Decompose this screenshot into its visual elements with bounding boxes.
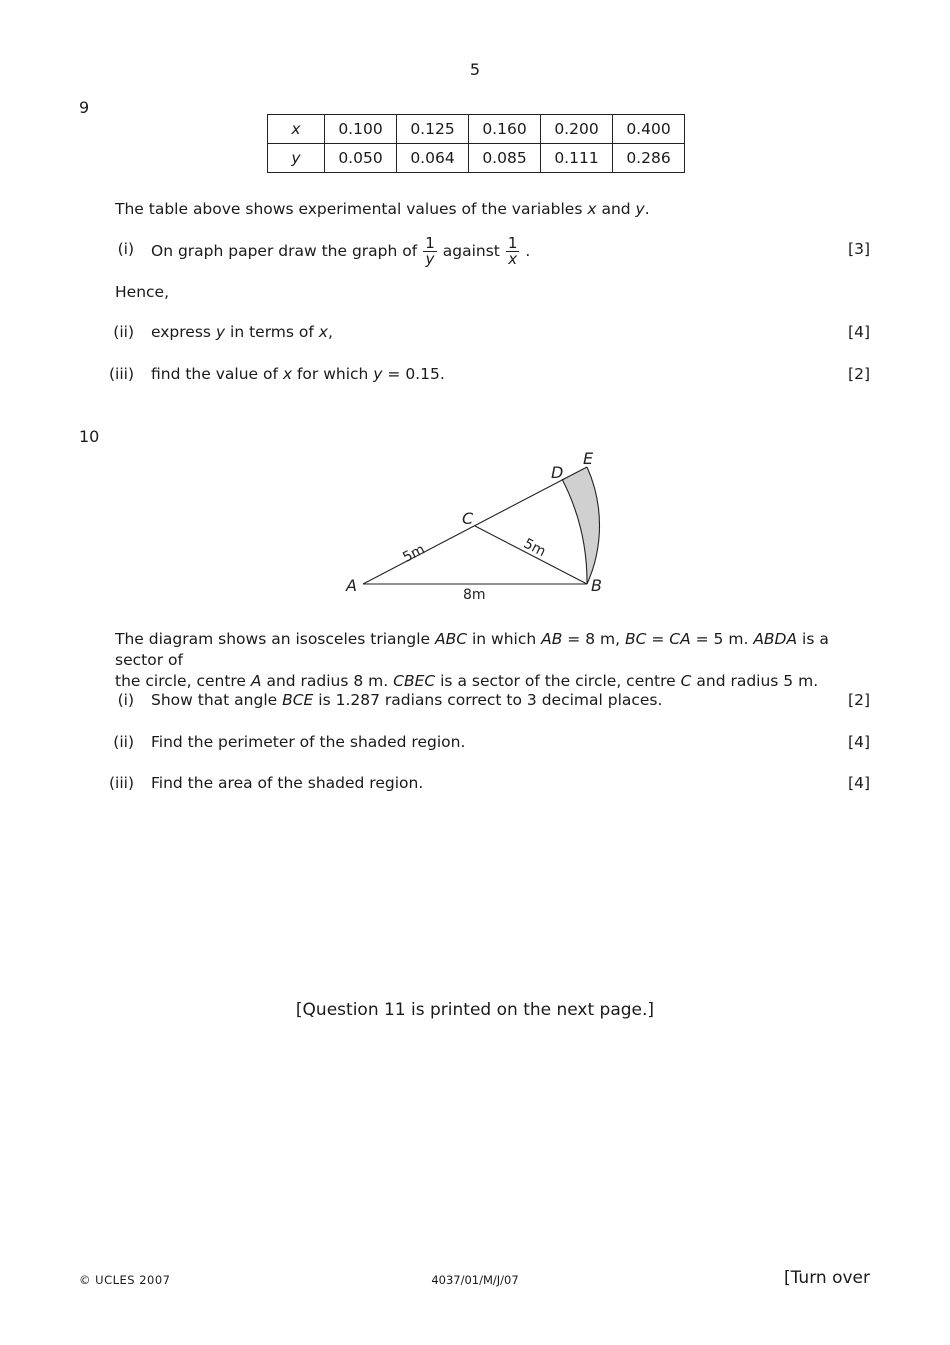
length-label-cb: 5m xyxy=(520,535,549,561)
text-run: , xyxy=(327,323,333,341)
text-run: = 0.15. xyxy=(382,365,445,383)
text-run: Show that angle xyxy=(151,691,283,709)
q10-part-ii-text: Find the perimeter of the shaded region. xyxy=(151,733,466,751)
table-row-label: y xyxy=(268,144,325,173)
variable: y xyxy=(373,365,383,383)
length-label-ab: 8m xyxy=(463,587,486,603)
variable: CBEC xyxy=(393,672,436,690)
q10-intro-line-2 xyxy=(115,671,875,692)
q9-part-i-label: (i) xyxy=(117,240,134,258)
fraction-denominator: x xyxy=(506,251,520,267)
variable: ABDA xyxy=(753,630,798,648)
table-cell: 0.085 xyxy=(469,144,541,173)
table-cell: 0.100 xyxy=(325,115,397,144)
sector-diagram xyxy=(0,0,950,620)
text-run: for which xyxy=(292,365,374,383)
footer-copyright: © UCLES 2007 xyxy=(79,1273,171,1287)
q10-part-iii-text: Find the area of the shaded region. xyxy=(151,774,424,792)
text-run: the circle, centre xyxy=(115,672,251,690)
text-run: and xyxy=(596,200,636,218)
text-run: = xyxy=(646,630,670,648)
text-run: in terms of xyxy=(225,323,319,341)
q10-part-ii-label: (ii) xyxy=(113,733,134,751)
question-10-number: 10 xyxy=(79,427,100,446)
table-cell: 0.064 xyxy=(397,144,469,173)
text-run: is a sector of xyxy=(115,630,829,669)
point-label-a: A xyxy=(346,576,357,595)
text-run: is a sector of the circle, centre xyxy=(435,672,681,690)
text-run: The table above shows experimental values of the variables xyxy=(115,200,588,218)
variable: AB xyxy=(541,630,563,648)
text-run: against xyxy=(442,242,500,260)
q9-part-ii-label: (ii) xyxy=(113,323,134,341)
variable: y xyxy=(635,200,645,218)
variable: y xyxy=(215,323,226,341)
length-label-ca: 5m xyxy=(400,541,428,566)
point-label-b: B xyxy=(591,576,602,595)
variable: CA xyxy=(669,630,691,648)
next-page-note: [Question 11 is printed on the next page.] xyxy=(295,1000,655,1020)
variable: ABC xyxy=(434,630,468,648)
table-cell: 0.050 xyxy=(325,144,397,173)
variable: BC xyxy=(624,630,647,648)
table-row-label: x xyxy=(268,115,325,144)
q10-part-ii-marks: [4] xyxy=(848,733,870,751)
variable: x xyxy=(587,200,597,218)
fraction-numerator: 1 xyxy=(425,233,435,252)
q10-part-i-label: (i) xyxy=(117,691,134,709)
text-run: is 1.287 radians correct to 3 decimal places. xyxy=(313,691,663,709)
text-run: and radius 8 m. xyxy=(261,672,394,690)
text-run: . xyxy=(644,200,650,218)
table-cell: 0.400 xyxy=(613,115,685,144)
table-cell: 0.286 xyxy=(613,144,685,173)
q10-part-iii-marks: [4] xyxy=(848,774,870,792)
table-cell: 0.160 xyxy=(469,115,541,144)
text-run: = 8 m, xyxy=(562,630,625,648)
footer-paper-code: 4037/01/M/J/07 xyxy=(431,1273,519,1287)
variable: x xyxy=(282,365,293,383)
q9-part-i-marks: [3] xyxy=(848,240,870,258)
text-run: express xyxy=(151,323,216,341)
question-9-number: 9 xyxy=(79,98,90,117)
variable: C xyxy=(680,672,692,690)
q9-part-iii-label: (iii) xyxy=(108,365,134,383)
table-cell: 0.200 xyxy=(541,115,613,144)
point-label-d: D xyxy=(551,463,564,482)
fraction-denominator: y xyxy=(423,251,437,267)
point-label-c: C xyxy=(462,509,474,528)
q10-intro-line-1 xyxy=(115,629,875,671)
page-number: 5 xyxy=(469,60,481,79)
q9-part-ii-marks: [4] xyxy=(848,323,870,341)
q9-hence: Hence, xyxy=(115,283,170,301)
text-run: = 5 m. xyxy=(690,630,754,648)
q10-part-i-marks: [2] xyxy=(848,691,870,709)
q9-part-iii-marks: [2] xyxy=(848,365,870,383)
table-cell: 0.111 xyxy=(541,144,613,173)
variable: BCE xyxy=(282,691,314,709)
text-run: find the value of xyxy=(151,365,283,383)
point-label-e: E xyxy=(583,449,594,468)
text-run: The diagram shows an isosceles triangle xyxy=(115,630,435,648)
text-run: On graph paper draw the graph of xyxy=(151,242,418,260)
text-run: and radius 5 m. xyxy=(691,672,819,690)
text-run: . xyxy=(525,242,531,260)
text-run: in which xyxy=(467,630,542,648)
q10-part-iii-label: (iii) xyxy=(108,774,134,792)
footer-turn-over: [Turn over xyxy=(784,1268,870,1288)
fraction-numerator: 1 xyxy=(507,233,518,252)
variable: x xyxy=(318,323,328,341)
variable: A xyxy=(250,672,262,690)
q10-intro xyxy=(115,629,875,692)
table-cell: 0.125 xyxy=(397,115,469,144)
q10-part-i-text xyxy=(151,691,662,709)
